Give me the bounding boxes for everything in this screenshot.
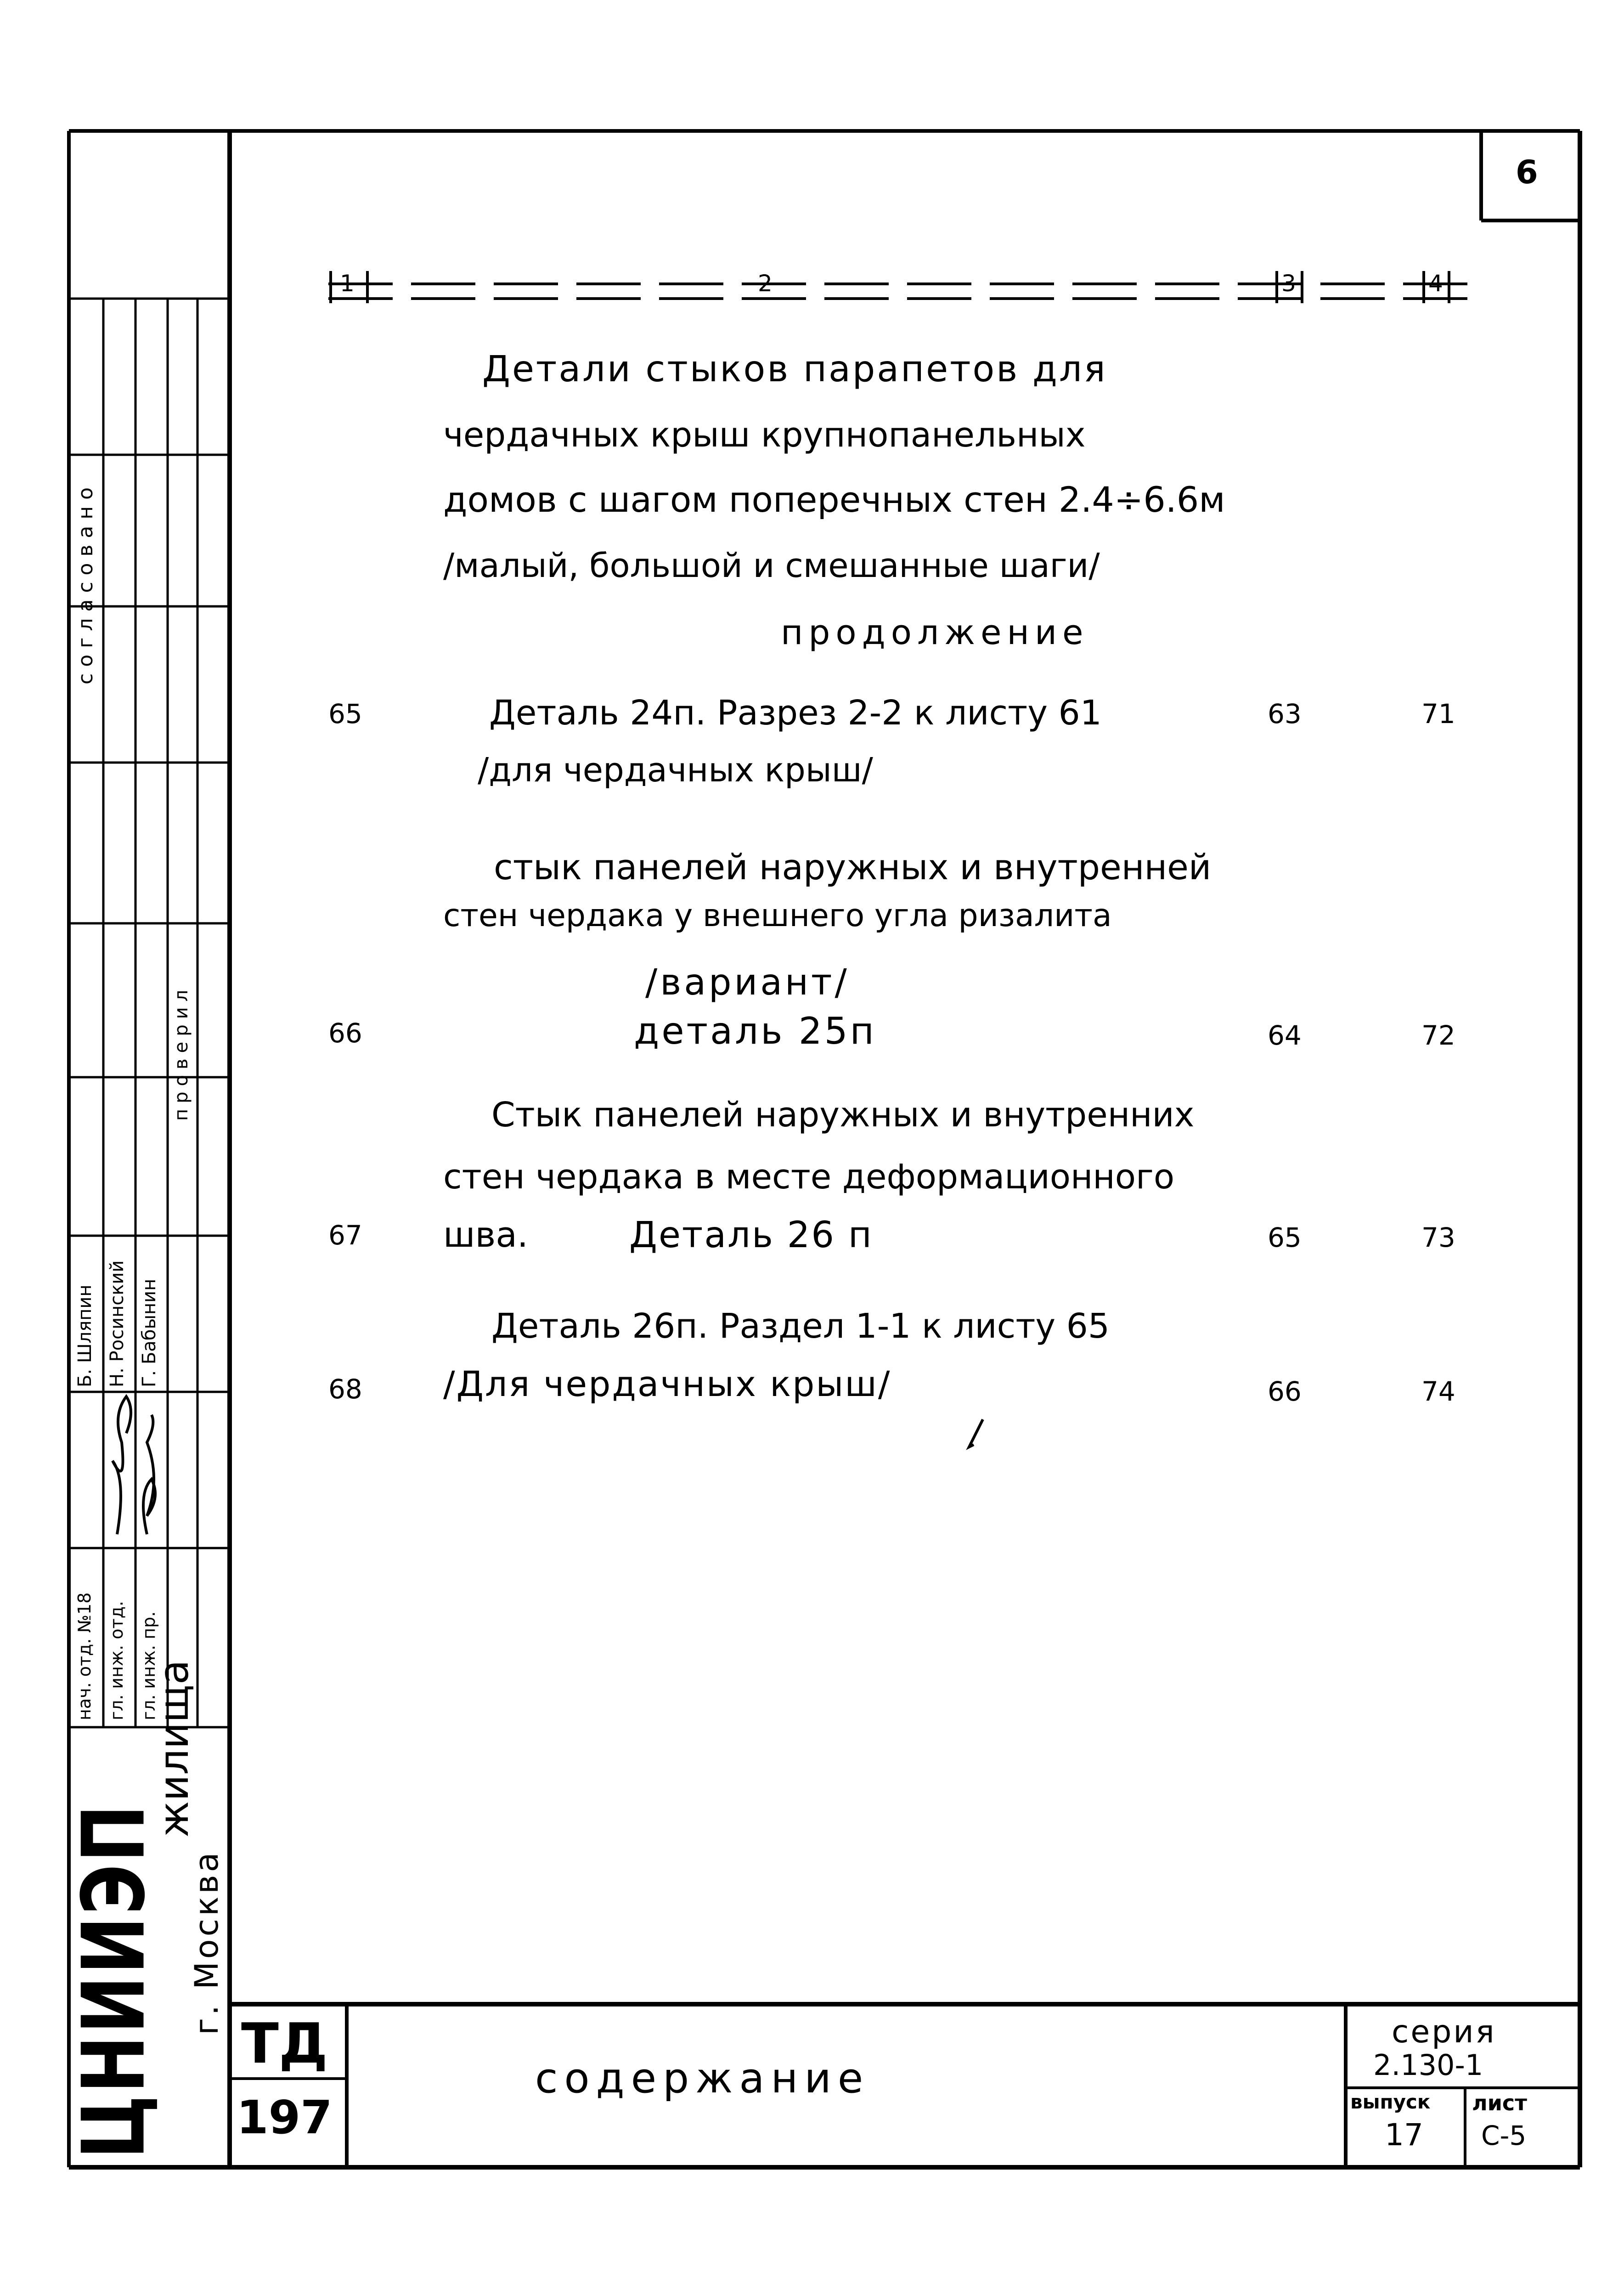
entry-text-line: /Для чердачных крыш/ [443,1363,891,1404]
title-block-title: содержание [535,2054,870,2102]
stamp-checked-label: проверил [171,984,192,1121]
issue-label: выпуск [1350,2091,1431,2113]
stamp-role: гл. инж. отд. [107,1600,127,1720]
sheet-label: лист [1472,2091,1527,2115]
entry-text-line: /вариант/ [645,962,850,1003]
column-marker-2: 2 [758,270,773,297]
entry-page: 72 [1421,1020,1455,1051]
column-marker-1: 1 [340,270,355,297]
section-title-line: Детали стыков парапетов для [482,349,1107,390]
entry-page: 74 [1421,1376,1455,1407]
entry-number: 66 [328,1017,362,1049]
entry-text-line: шва. [443,1214,529,1255]
series-label: серия [1392,2014,1496,2050]
section-title-line: /малый, большой и смешанные шаги/ [443,546,1100,585]
entry-ref: 63 [1268,698,1302,729]
series-value: 2.130-1 [1373,2048,1483,2082]
entry-page: 73 [1421,1222,1455,1253]
column-marker-3: 3 [1281,270,1296,297]
entry-number: 68 [328,1373,362,1405]
entry-text-line: Стык панелей наружных и внутренних [491,1095,1195,1135]
entry-number: 67 [328,1220,362,1251]
entry-text-line: Деталь 24п. Разрез 2-2 к листу 61 [489,693,1102,733]
stamp-role: гл. инж. пр. [139,1611,159,1720]
organization-subname: жилища [150,1660,197,1837]
signatures [113,1396,983,1534]
entry-text-line: /для чердачных крыш/ [478,751,873,789]
entry-text-line: стен чердака в месте деформационного [443,1157,1175,1197]
entry-ref: 64 [1268,1020,1302,1051]
entry-ref: 66 [1268,1376,1302,1407]
entry-text-line: стык панелей наружных и внутренней [494,847,1212,887]
entry-text-line: деталь 25п [634,1010,876,1052]
column-marker-4: 4 [1428,270,1443,297]
entry-text-line: Деталь 26 п [629,1215,873,1256]
stamp-name: Г. Бабынин [139,1278,160,1387]
title-block-number: 197 [237,2091,333,2144]
entry-text-line: Деталь 26п. Раздел 1-1 к листу 65 [491,1306,1110,1346]
organization-city: г. Москва [188,1849,226,2035]
stamp-name: Н. Росинский [107,1260,128,1387]
sheet-value: С-5 [1481,2120,1527,2151]
entry-text-line: стен чердака у внешнего угла ризалита [443,898,1112,934]
corner-sheet-number: 6 [1516,153,1538,191]
stamp-approved-label: согласовано [74,480,97,684]
issue-value: 17 [1385,2117,1423,2153]
entry-number: 65 [328,698,362,729]
organization-logo: ЦНИИЭП [64,1803,164,2159]
section-title-line: домов с шагом поперечных стен 2.4÷6.6м [443,479,1225,520]
stamp-role: нач. отд. №18 [74,1592,95,1720]
title-block-code: ТД [241,2012,328,2076]
section-title-line: чердачных крыш крупнопанельных [443,415,1086,455]
section-continuation: продолжение [781,613,1089,652]
entry-ref: 65 [1268,1222,1302,1253]
entry-page: 71 [1421,698,1455,729]
stamp-name: Б. Шляпин [74,1284,96,1387]
